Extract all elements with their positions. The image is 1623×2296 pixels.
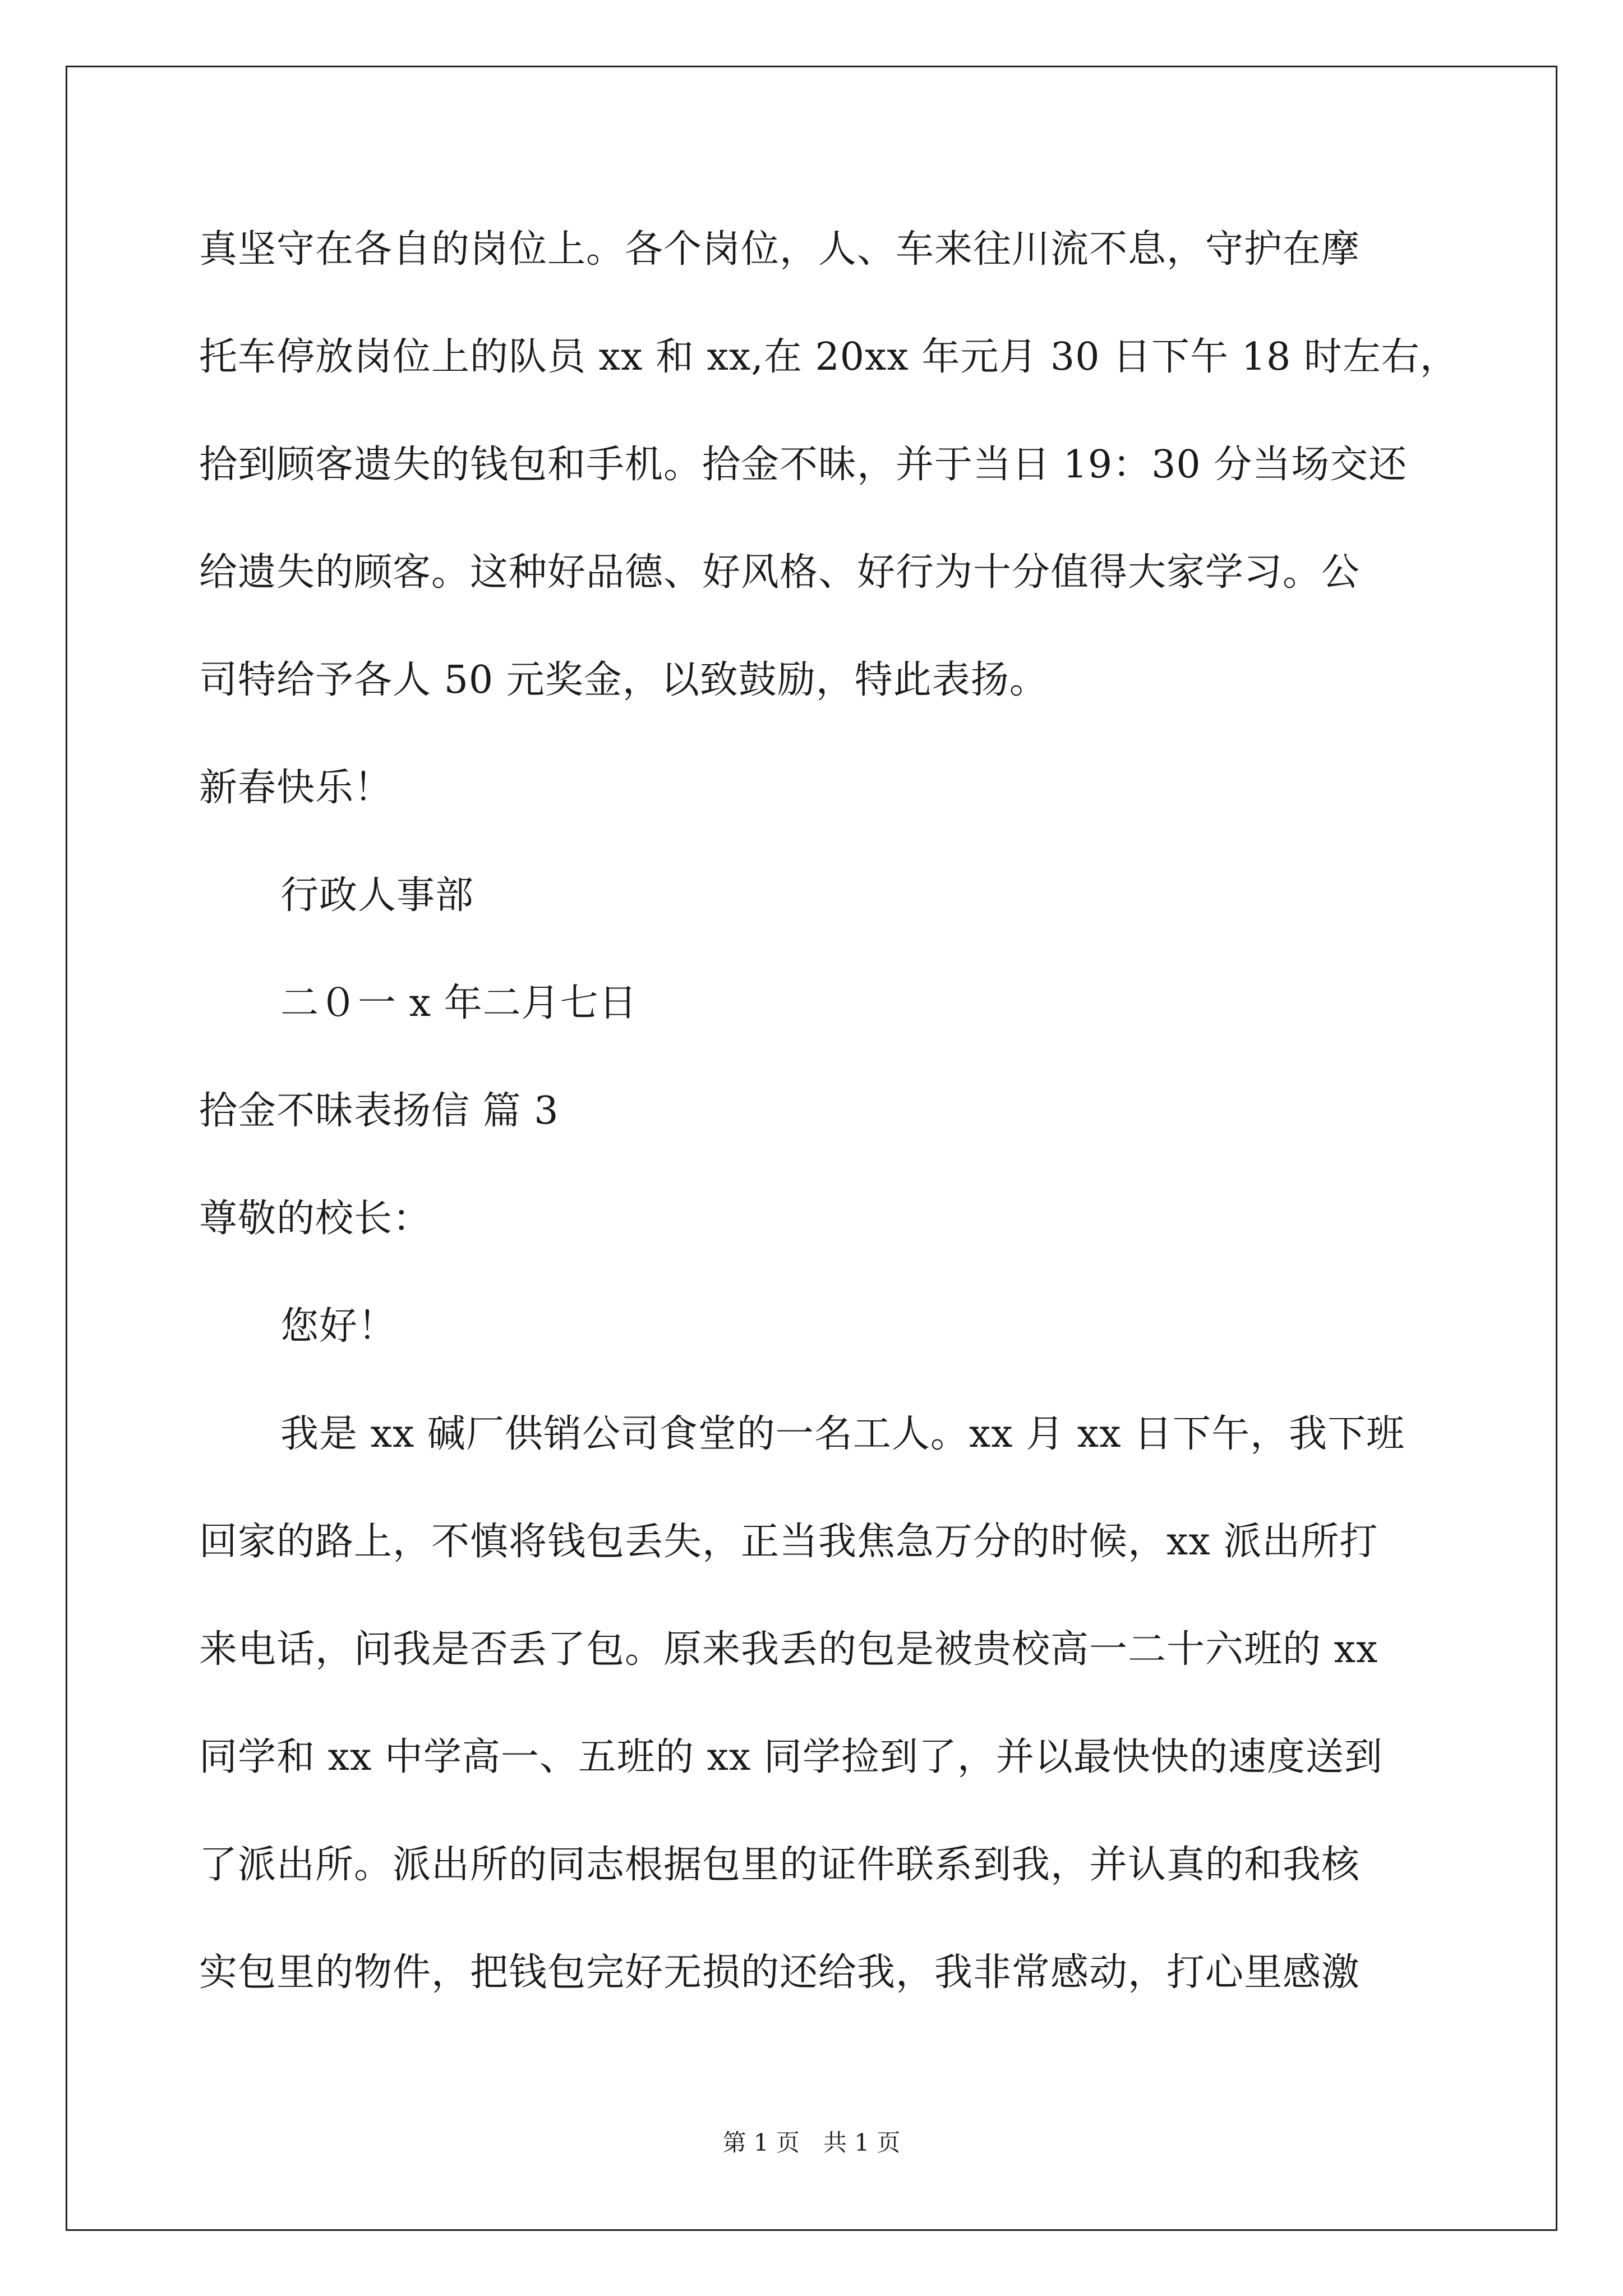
text-line: 实包里的物件，把钱包完好无损的还给我，我非常感动，打心里感激	[199, 1950, 1361, 1995]
text-line: 真坚守在各自的岗位上。各个岗位，人、车来往川流不息，守护在摩	[199, 227, 1361, 272]
section-heading: 拾金不昧表扬信 篇 3	[199, 1089, 559, 1133]
text-line: 回家的路上，不慎将钱包丢失，正当我焦急万分的时候，xx 派出所打	[199, 1520, 1378, 1564]
greeting: 您好！	[280, 1304, 397, 1349]
signature-department: 行政人事部	[280, 873, 474, 918]
text-line: 给遗失的顾客。这种好品德、好风格、好行为十分值得大家学习。公	[199, 550, 1361, 595]
text-line: 来电话，问我是否丢了包。原来我丢的包是被贵校高一二十六班的 xx	[199, 1627, 1378, 1672]
document-body	[199, 219, 1461, 2050]
page-footer: 第 1 页 共 1 页	[722, 2129, 901, 2156]
text-line: 同学和 xx 中学高一、五班的 xx 同学捡到了，并以最快快的速度送到	[199, 1735, 1383, 1779]
salutation: 尊敬的校长：	[199, 1197, 432, 1241]
signature-date: 二０一 x 年二月七日	[280, 981, 638, 1025]
text-line: 托车停放岗位上的队员 xx 和 xx,在 20xx 年元月 30 日下午 18 时左右，	[199, 335, 1459, 379]
text-line: 司特给予各人 50 元奖金，以致鼓励，特此表扬。	[199, 658, 1048, 702]
text-line: 拾到顾客遗失的钱包和手机。拾金不昧，并于当日 19：30 分当场交还	[199, 443, 1408, 487]
text-line: 了派出所。派出所的同志根据包里的证件联系到我，并认真的和我核	[199, 1843, 1361, 1887]
greeting-line: 新春快乐！	[199, 766, 393, 810]
text-line: 我是 xx 碱厂供销公司食堂的一名工人。xx 月 xx 日下午，我下班	[280, 1412, 1405, 1456]
